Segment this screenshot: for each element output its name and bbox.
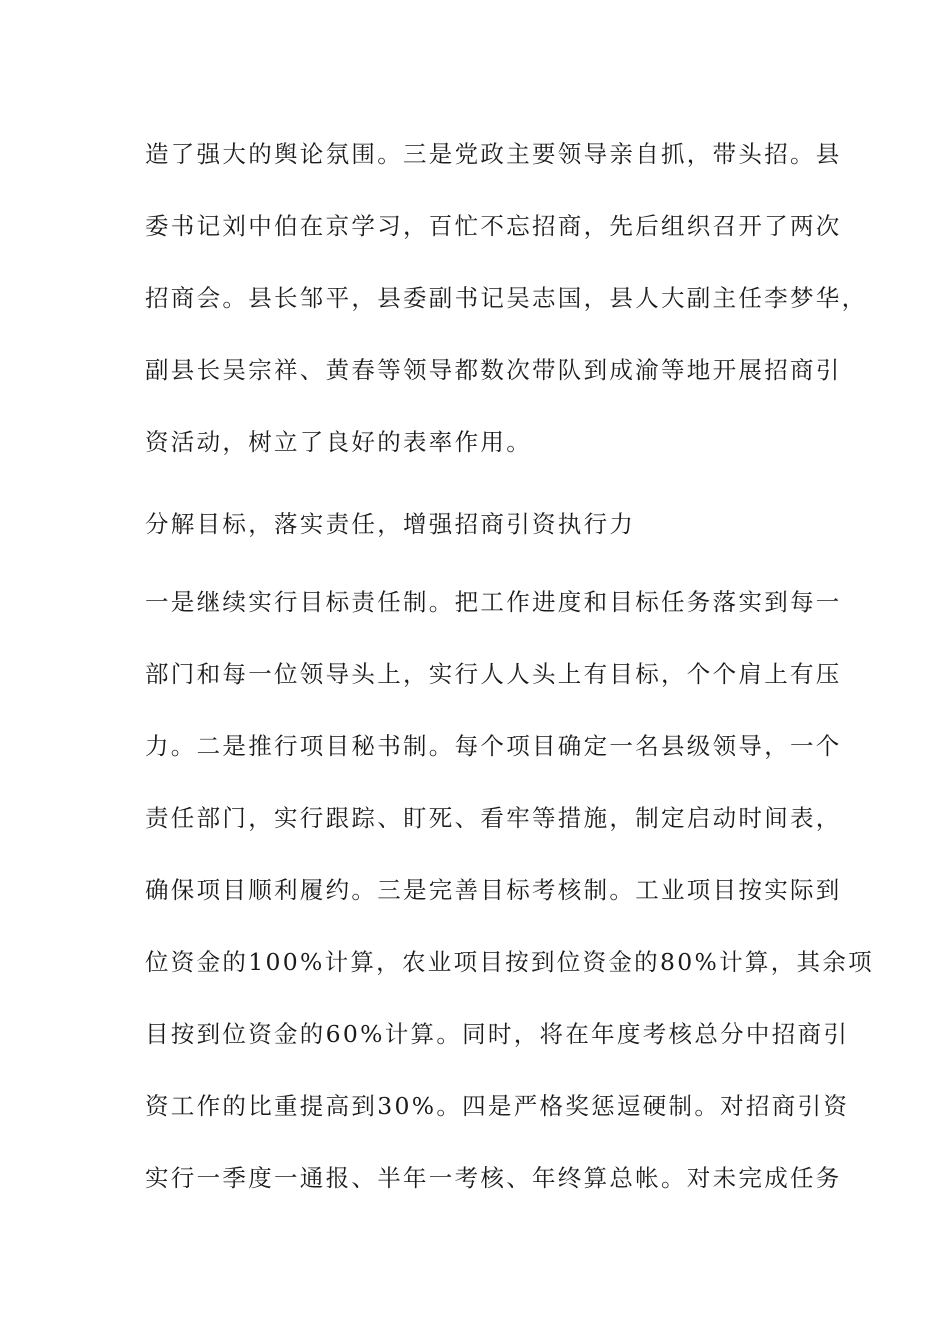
text-line: 目按到位资金的60%计算。同时，将在年度考核总分中招商引 — [145, 1020, 850, 1048]
text-line: 招商会。县长邹平，县委副书记吴志国，县人大副主任李梦华， — [145, 284, 868, 312]
text-line: 一是继续实行目标责任制。把工作进度和目标任务落实到每一 — [145, 588, 842, 616]
text-line: 造了强大的舆论氛围。三是党政主要领导亲自抓，带头招。县 — [145, 140, 842, 168]
text-line: 资工作的比重提高到30%。四是严格奖惩逗硬制。对招商引资 — [145, 1092, 850, 1120]
section-heading: 分解目标，落实责任，增强招商引资执行力 — [145, 510, 636, 538]
text-line: 力。二是推行项目秘书制。每个项目确定一名县级领导，一个 — [145, 732, 842, 760]
text-line: 委书记刘中伯在京学习，百忙不忘招商，先后组织召开了两次 — [145, 212, 842, 240]
text-line: 位资金的100%计算，农业项目按到位资金的80%计算，其余项 — [145, 948, 874, 976]
text-line: 副县长吴宗祥、黄春等领导都数次带队到成渝等地开展招商引 — [145, 356, 842, 384]
text-line: 确保项目顺利履约。三是完善目标考核制。工业项目按实际到 — [145, 876, 842, 904]
text-line: 实行一季度一通报、半年一考核、年终算总帐。对未完成任务 — [145, 1164, 842, 1192]
text-line: 资活动，树立了良好的表率作用。 — [145, 428, 532, 456]
text-line: 部门和每一位领导头上，实行人人头上有目标，个个肩上有压 — [145, 660, 842, 688]
text-line: 责任部门，实行跟踪、盯死、看牢等措施，制定启动时间表， — [145, 804, 842, 832]
